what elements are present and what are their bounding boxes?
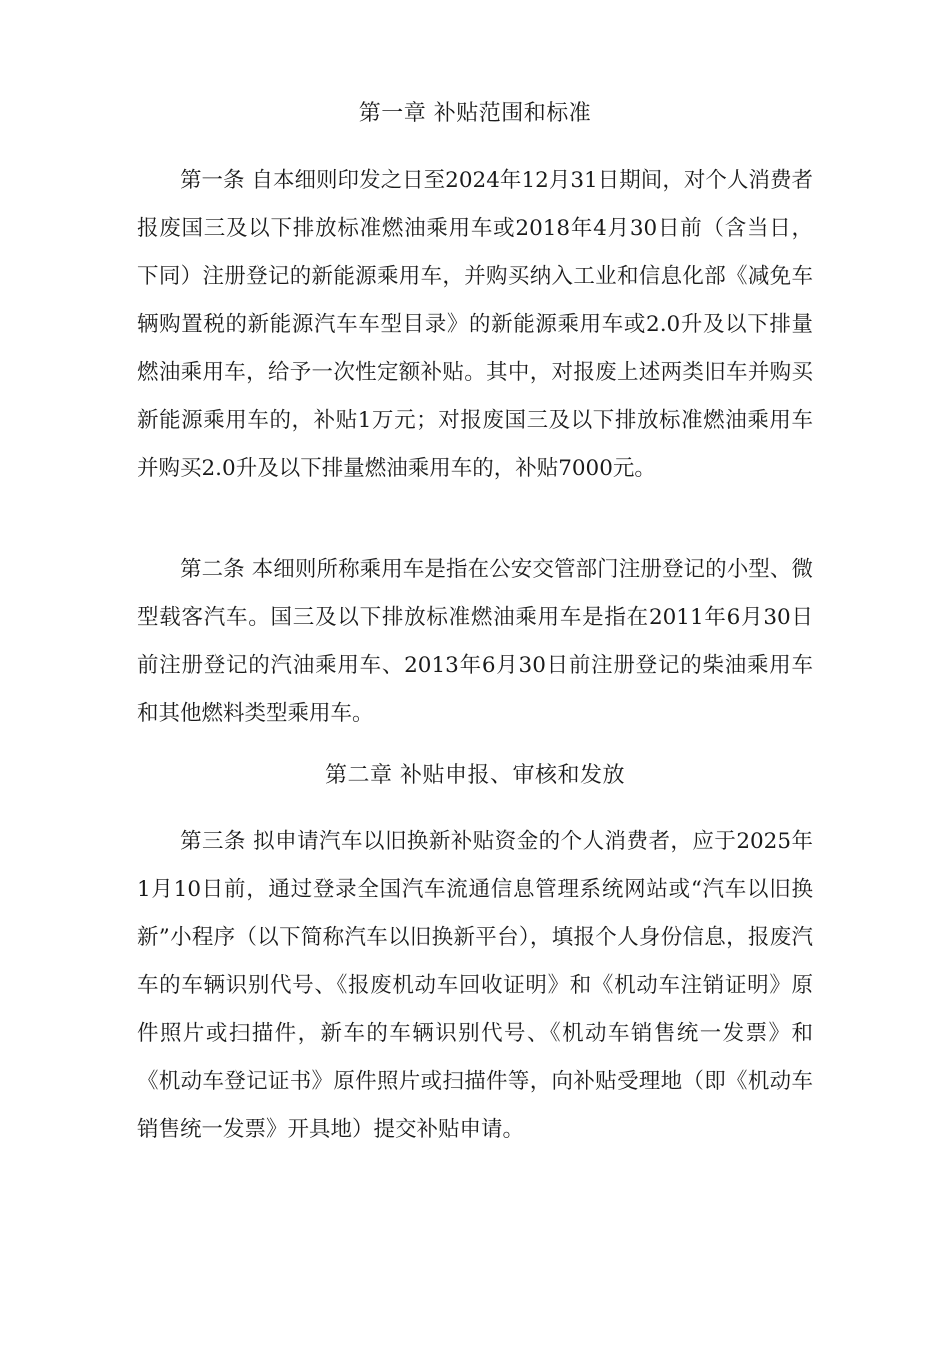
chapter-1-title: 第一章 补贴范围和标准 (358, 101, 592, 126)
chapter-2-title: 第二章 补贴申报、审核和发放 (325, 763, 625, 788)
article-1-paragraph: 第一条 自本细则印发之日至2024年12月31日期间，对个人消费者报废国三及以下排放标准燃油乘用车或2018年4月30日前（含当日，下同）注册登记的新能源乘用车，并购买纳入工业和信息化部《减免车辆购置税的新能源汽车车型目录》的新能源乘用车或2.0升及以下排量燃油乘用车，给予一次性定额补贴。其中，对报废上述两类旧车并购买新能源乘用车的，补贴1万元；对报废国三及以下排放标准燃油乘用车并购买2.0升及以下排量燃油乘用车的，补贴7000元。 (137, 168, 813, 481)
article-2-paragraph: 第二条 本细则所称乘用车是指在公安交管部门注册登记的小型、微型载客汽车。国三及以下排放标准燃油乘用车是指在2011年6月30日前注册登记的汽油乘用车、2013年6月30日前注册登记的柴油乘用车和其他燃料类型乘用车。 (137, 557, 813, 726)
article-3-paragraph: 第三条 拟申请汽车以旧换新补贴资金的个人消费者，应于2025年1月10日前，通过登录全国汽车流通信息管理系统网站或“汽车以旧换新”小程序（以下简称汽车以旧换新平台），填报个人身份信息，报废汽车的车辆识别代号、《报废机动车回收证明》和《机动车注销证明》原件照片或扫描件，新车的车辆识别代号、《机动车销售统一发票》和《机动车登记证书》原件照片或扫描件等，向补贴受理地（即《机动车销售统一发票》开具地）提交补贴申请。 (137, 829, 813, 1142)
